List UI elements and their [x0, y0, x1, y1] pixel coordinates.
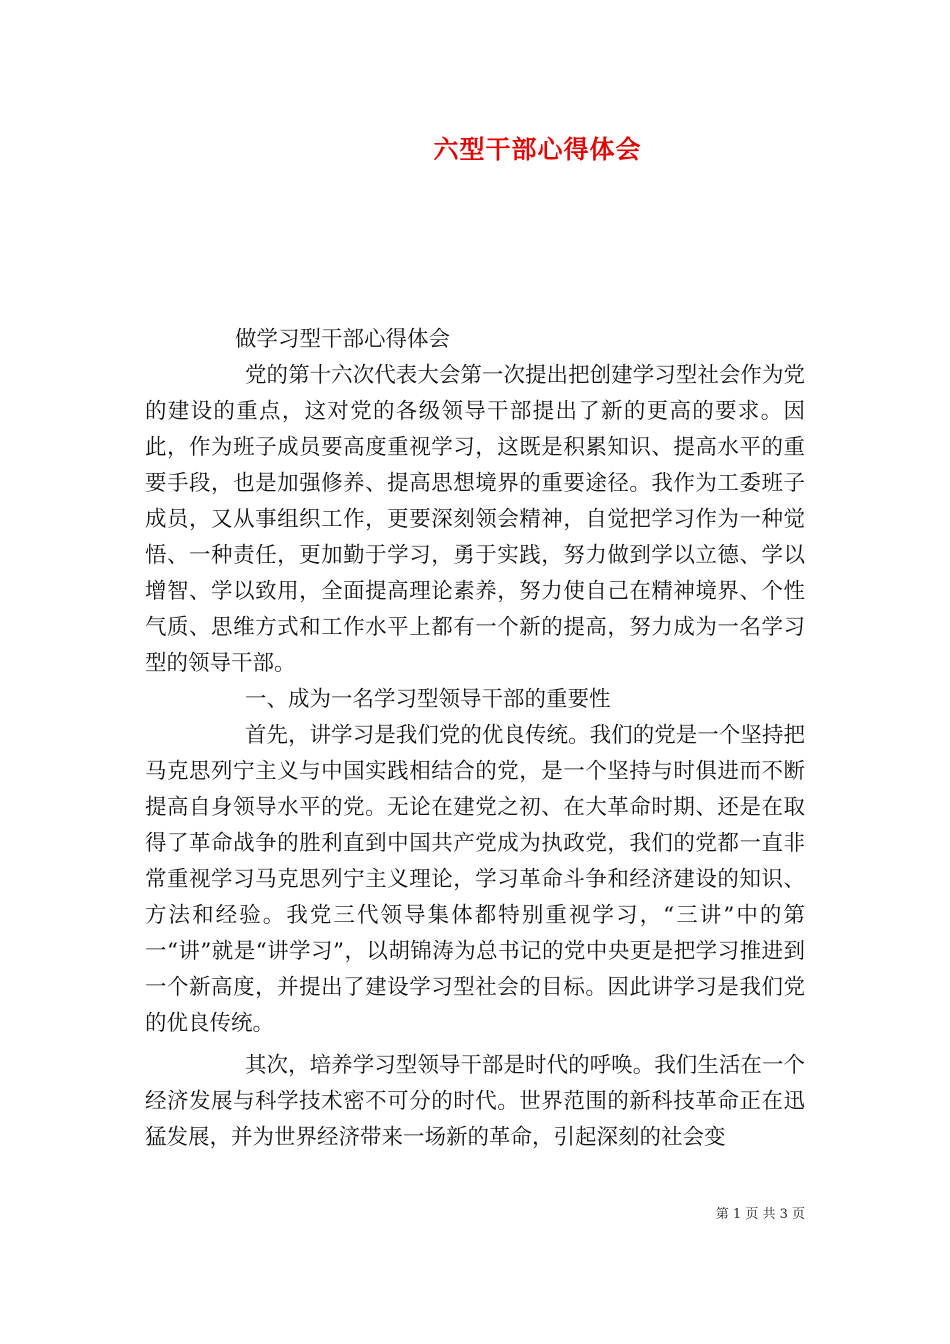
- section-heading: 一、成为一名学习型领导干部的重要性: [245, 687, 611, 712]
- document-title: 六型干部心得体会: [433, 135, 642, 164]
- paragraph-intro: 党的第十六次代表大会第一次提出把创建学习型社会作为党的建设的重点，这对党的各级领导干部提出了新的更高的要求。因此，作为班子成员要高度重视学习，这既是积累知识、提高水平的重要手段，也是加强修养、提高思想境界的重要途径。我作为工委班子成员，又从事组织工作，更要深刻领会精神，自觉把学习作为一种觉悟、一种责任，更加勤于学习，勇于实践，努力做到学以立德、学以增智、学以致用，全面提高理论素养，努力使自己在精神境界、个性气质、思维方式和工作水平上都有一个新的提高，努力成为一名学习型的领导干部。: [145, 363, 805, 676]
- document-body: [145, 322, 805, 1156]
- paragraph-first-point: 首先，讲学习是我们党的优良传统。我们的党是一个坚持把马克思列宁主义与中国实践相结合的党，是一个坚持与时俱进而不断提高自身领导水平的党。无论在建党之初、在大革命时期、还是在取得了革命战争的胜利直到中国共产党成为执政党，我们的党都一直非常重视学习马克思列宁主义理论，学习革命斗争和经济建设的知识、方法和经验。我党三代领导集体都特别重视学习，“三讲”中的第一“讲”就是“讲学习”，以胡锦涛为总书记的党中央更是把学习推进到一个新高度，并提出了建设学习型社会的目标。因此讲学习是我们党的优良传统。: [145, 723, 805, 1036]
- document-subtitle: 做学习型干部心得体会: [235, 327, 451, 352]
- paragraph-second-point: 其次，培养学习型领导干部是时代的呼唤。我们生活在一个经济发展与科学技术密不可分的时代。世界范围的新科技革命正在迅猛发展，并为世界经济带来一场新的革命，引起深刻的社会变: [145, 1053, 805, 1150]
- page-number-footer: 第 1 页 共 3 页: [715, 1207, 805, 1222]
